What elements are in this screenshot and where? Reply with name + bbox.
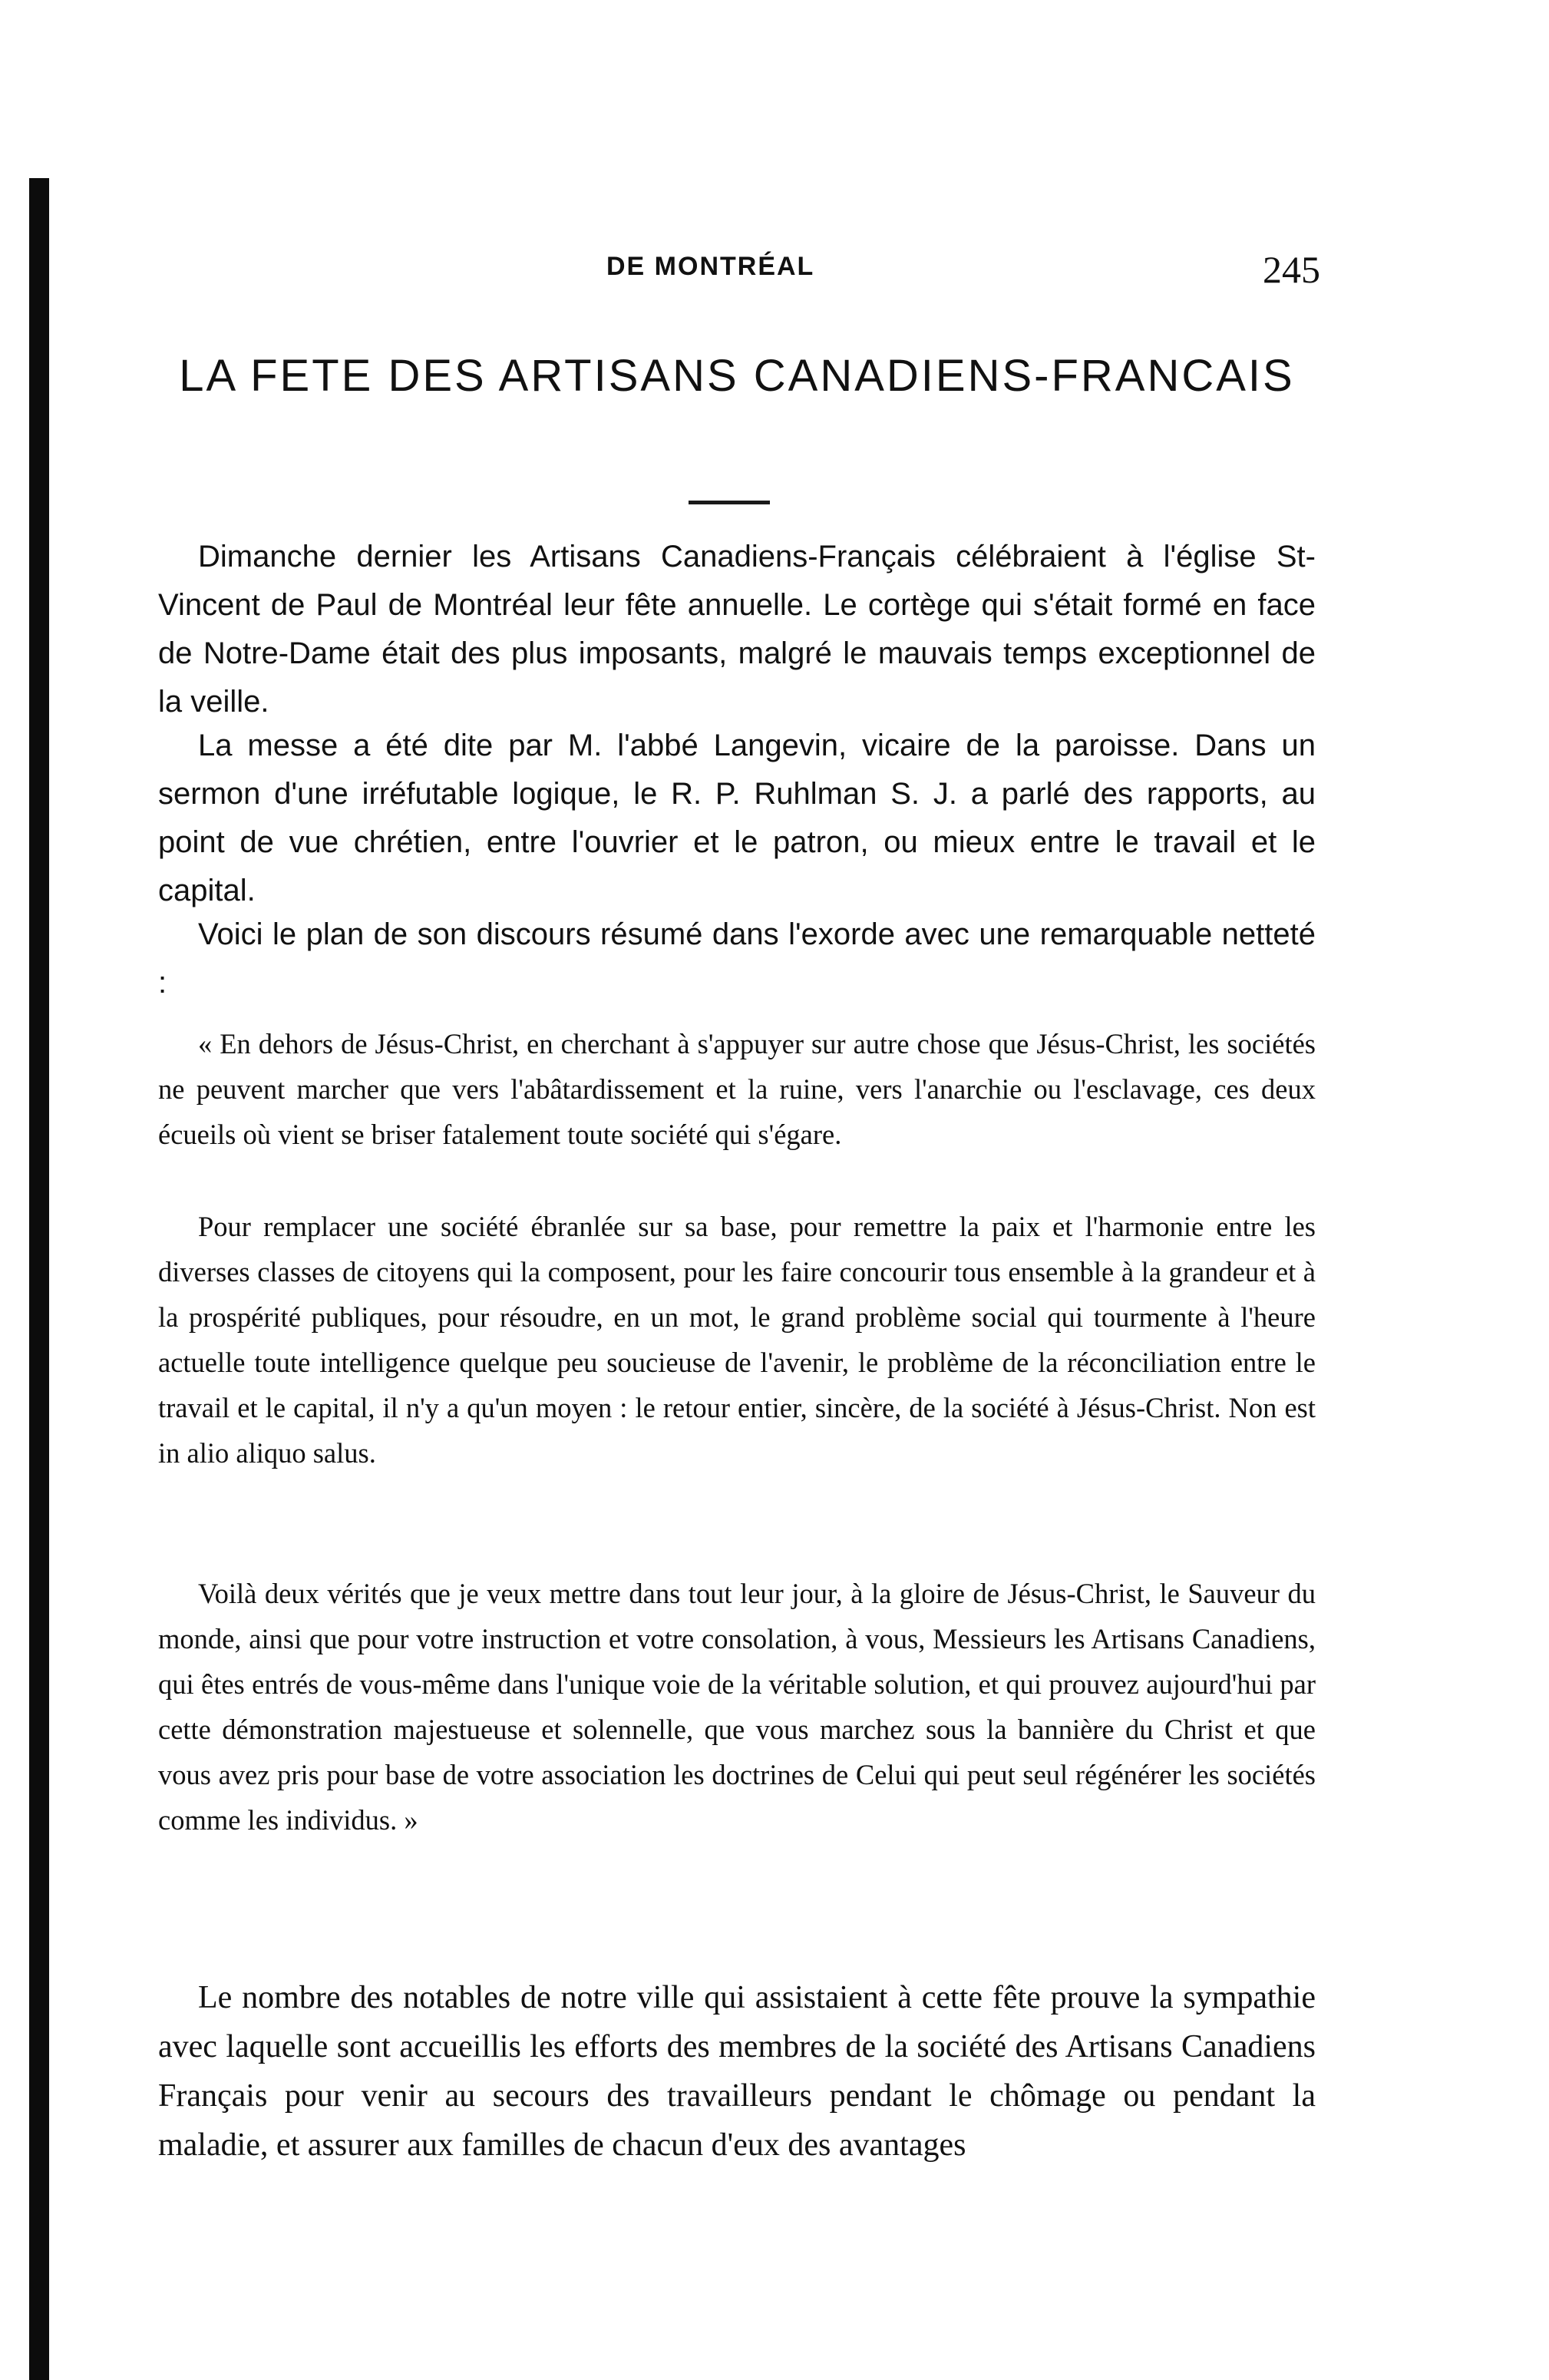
paragraph-intro: Dimanche dernier les Artisans Canadiens-Français célébraient à l'église St-Vincent de Paul de Montréal leur fête annuelle. Le cortège qui s'était formé en face de Notre-Dame était des plus imposants, malgré le mauvais temps exceptionnel de la veille. xyxy=(158,540,1316,719)
quote-paragraph: Pour remplacer une société ébranlée sur sa base, pour remettre la paix et l'harmonie entre les diverses classes de citoyens qui la composent, pour les faire concourir tous ensemble à la grandeur et à la prospérité publiques, pour résoudre, en un mot, le grand problème social qui tourmente à l'heure actuelle toute intelligence quelque peu soucieuse de l'avenir, le problème de la réconciliation entre le travail et le capital, il n'y a qu'un moyen : le retour entier, sincère, de la société à Jésus-Christ. Non est in alio aliquo salus. xyxy=(158,1211,1316,1469)
page-number: 245 xyxy=(1263,248,1320,291)
quote-paragraph: « En dehors de Jésus-Christ, en cherchant à s'appuyer sur autre chose que Jésus-Christ, les sociétés ne peuvent marcher que vers l'abâtardissement et la ruine, vers l'anarchie ou l'esclavage, ces deux écueils où vient se briser fatalement toute société qui s'égare. xyxy=(158,1028,1316,1150)
article-title: LA FETE DES ARTISANS CANADIENS-FRANCAIS xyxy=(179,351,1295,401)
paragraph-mass: La messe a été dite par M. l'abbé Langevin, vicaire de la paroisse. Dans un sermon d'une irréfutable logique, le R. P. Ruhlman S. J. a parlé des rapports, au point de vue chrétien, entre l'ouvrier et le patron, ou mieux entre le travail et le capital. xyxy=(158,729,1316,907)
running-head-title: DE MONTRÉAL xyxy=(606,252,815,281)
paragraph-sermon-plan: Voici le plan de son discours résumé dans l'exorde avec une remarquable netteté : xyxy=(158,917,1316,1000)
running-head xyxy=(154,247,1320,293)
quote-paragraph: Voilà deux vérités que je veux mettre dans tout leur jour, à la gloire de Jésus-Christ, le Sauveur du monde, ainsi que pour votre instruction et votre consolation, à vous, Messieurs les Artisans Canadiens, qui êtes entrés de vous-même dans l'unique voie de la véritable solution, et qui prouvez aujourd'hui par cette démonstration majestueuse et solennelle, que vous marchez sous la bannière du Christ et que vous avez pris pour base de votre association les doctrines de Celui qui peut seul régénérer les sociétés comme les individus. » xyxy=(158,1578,1316,1836)
title-divider-rule xyxy=(689,501,770,504)
paragraph-closing: Le nombre des notables de notre ville qui assistaient à cette fête prouve la sympathie avec laquelle sont accueillis les efforts des membres de la société des Artisans Canadiens Français pour venir au secours des travailleurs pendant le chômage ou pendant la maladie, et assurer aux familles de chacun d'eux des avantages xyxy=(158,1980,1316,2163)
